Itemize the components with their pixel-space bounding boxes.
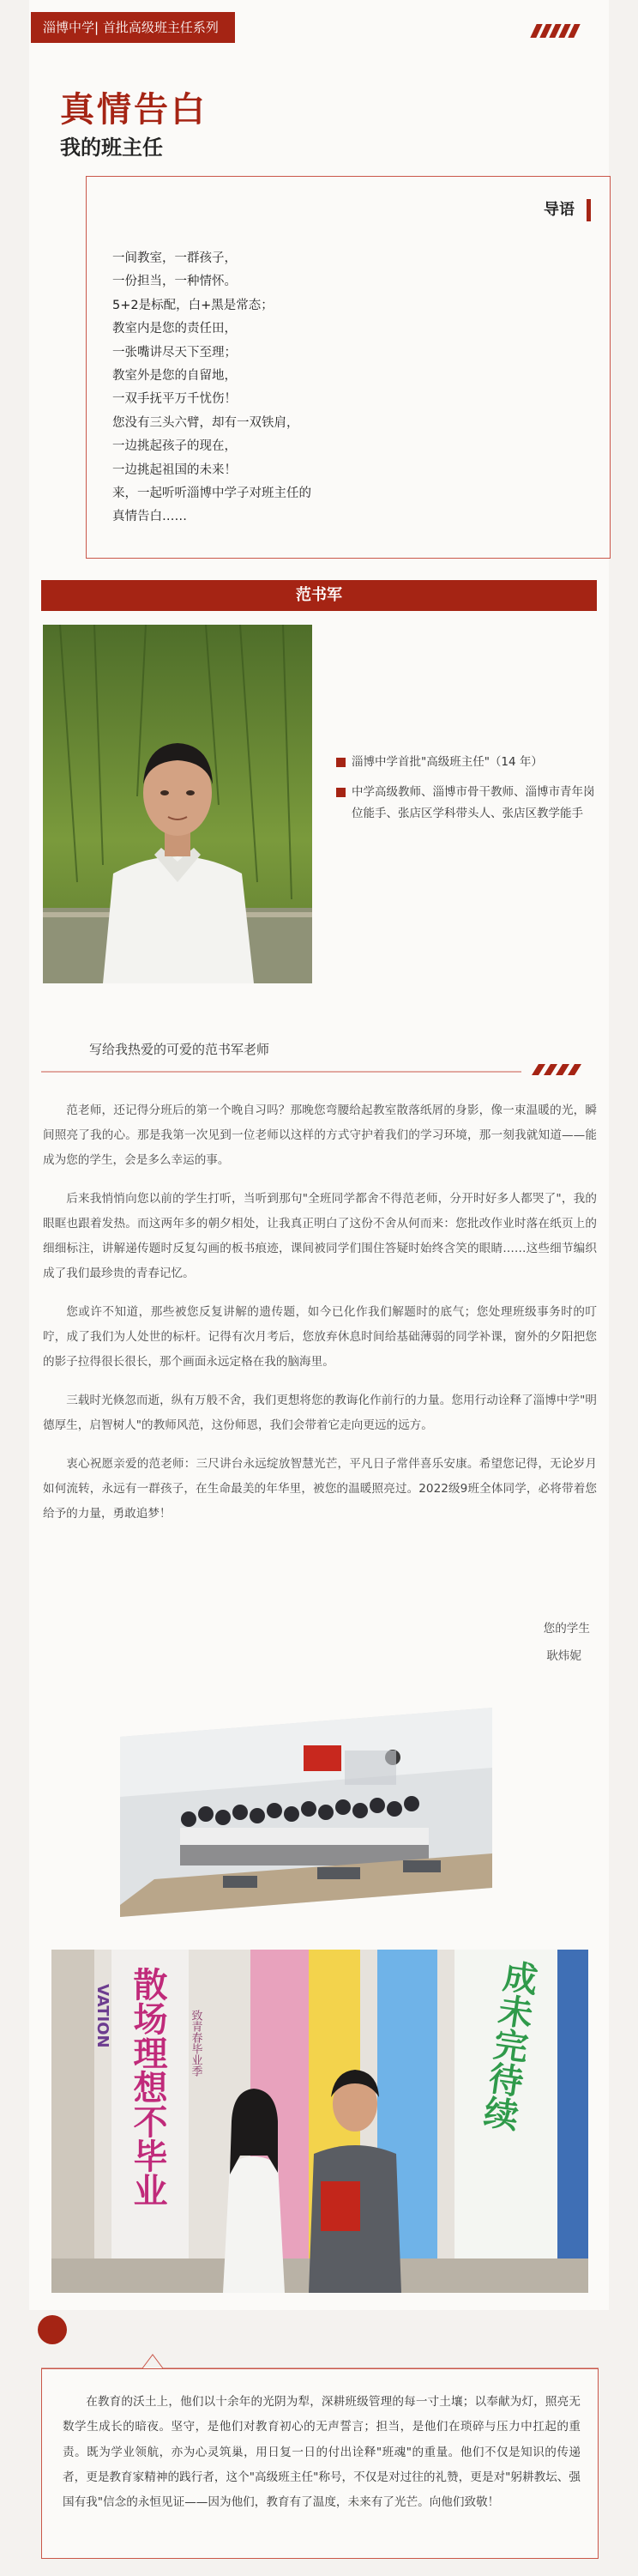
closing-box — [41, 2368, 599, 2559]
teacher-facts — [336, 752, 604, 833]
intro-poem — [112, 247, 593, 529]
banner-top-text: VATION — [93, 1984, 111, 2048]
letter-paragraph: 范老师，还记得分班后的第一个晚自习吗？那晚您弯腰给起教室散落纸屑的身影，像一束温暖的光，瞬间照亮了我的心。那是我第一次见到一位老师以这样的方式守护着我们的学习环境，那一刻我就知道——能成为您的学生，会是多么幸运的事。 — [43, 1104, 597, 1167]
bullet-square-icon — [336, 788, 346, 797]
signature-from: 您的学生 — [543, 1622, 590, 1636]
page-title: 真情告白 — [60, 90, 208, 130]
letter-paragraph: 三载时光倏忽而逝，纵有万般不舍，我们更想将您的教诲化作前行的力量。您用行动诠释了淄博中学"明德厚生，启智树人"的教师风范，这份师恩，我们会带着它走向更远的远方。 — [43, 1394, 597, 1432]
banner-right-text: 成未完待续 — [476, 1956, 540, 2133]
class-group-photo — [120, 1708, 492, 1917]
closing-paragraph: 在教育的沃土上，他们以十余年的光阴为犁，深耕班级管理的每一寸土壤；以奉献为灯，照亮无数学生成长的暗夜。坚守，是他们对教育初心的无声誓言；担当，是他们在琐碎与压力中扛起的重责。既为学业领航，亦为心灵筑巢，用日复一日的付出诠释"班魂"的重量。他们不仅是知识的传递者，更是教育家精神的践行者，这个"高级班主任"称号，不仅是对过往的礼赞，更是对"躬耕教坛、强国有我"信念的永恒见证——因为他们，教育有了温度，未来有了光芒。向他们致敬！ — [63, 2395, 581, 2510]
group-photo-illustration — [120, 1708, 492, 1917]
teacher-name-bar: 范书军 — [41, 580, 597, 611]
letter-paragraph: 后来我悄悄向您以前的学生打听，当听到那句"全班同学都舍不得范老师，分开时好多人都哭了"，我的眼眶也跟着发热。而这两年多的朝夕相处，让我真正明白了这份不舍从何而来：您批改作业时落在纸页上的细细标注，讲解递传题时反复勾画的板书痕迹，课间被同学们围住答疑时始终含笑的眼睛……这些细节编织成了我们最珍贵的青春记忆。 — [43, 1192, 597, 1280]
poem-line: 您没有三头六臂，却有一双铁肩， — [112, 415, 299, 430]
poem-line: 一份担当，一种情怀。 — [112, 275, 237, 289]
letter-heading: 写给我热爱的可爱的范书军老师 — [89, 1042, 270, 1057]
heading-divider — [41, 1062, 607, 1076]
poem-line: 真情告白…… — [112, 510, 187, 524]
series-label: 淄博中学| 首批高级班主任系列 — [31, 12, 235, 43]
banner-left-text: 散场理想不毕业 — [128, 1967, 167, 2207]
poem-line: 一边挑起孩子的现在， — [112, 439, 237, 454]
stripes-decoration — [533, 24, 581, 38]
portrait-illustration — [43, 625, 312, 983]
guide-label: 导语 — [544, 199, 591, 221]
poem-line: 教室内是您的责任田， — [112, 322, 237, 336]
poem-line: 一间教室，一群孩子， — [112, 251, 237, 265]
bullet-square-icon — [336, 758, 346, 767]
fact-item — [336, 782, 604, 825]
banner-left-small-text: 致青春毕业季 — [189, 2010, 202, 2077]
fact-text: 淄博中学首批"高级班主任"（14 年） — [352, 755, 543, 769]
poem-line: 一张嘴讲尽天下至理； — [112, 345, 237, 360]
page-subtitle: 我的班主任 — [60, 136, 163, 160]
signature-name: 耿炜妮 — [546, 1649, 581, 1663]
poem-line: 来，一起听听淄博中学子对班主任的 — [112, 487, 311, 501]
intro-box — [86, 176, 611, 559]
teacher-portrait-photo — [43, 625, 312, 983]
poem-line: 教室外是您的自留地， — [112, 369, 237, 384]
letter-body — [43, 1098, 597, 1540]
letter-paragraph: 衷心祝愿亲爱的范老师：三尺讲台永远绽放智慧光芒，平凡日子常伴喜乐安康。希望您记得，无论岁月如何流转，永远有一群孩子，在生命最美的年华里，被您的温暖照亮过。2022级9班全体同学，必将带着您给予的力量，勇敢追梦！ — [43, 1457, 597, 1521]
letter-paragraph: 您或许不知道，那些被您反复讲解的遗传题，如今已化作我们解题时的底气；您处理班级事务时的叮咛，成了我们为人处世的标杆。记得有次月考后，您放弃休息时间给基础薄弱的同学补课，窗外的夕阳把您的影子拉得很长很长，那个画面永远定格在我的脑海里。 — [43, 1305, 597, 1369]
poem-line: 一边挑起祖国的未来！ — [112, 463, 237, 477]
graduation-illustration — [51, 1950, 588, 2293]
poem-line: 一双手抚平万千忧伤！ — [112, 392, 237, 407]
fact-item — [336, 752, 604, 773]
poem-line: 5+2是标配，白+黑是常态； — [112, 298, 274, 312]
fact-text: 中学高级教师、淄博市骨干教师、淄博市青年岗位能手、张店区学科带头人、张店区教学能手 — [352, 785, 595, 820]
decorative-dot — [38, 2315, 67, 2344]
graduation-photo — [51, 1950, 588, 2293]
